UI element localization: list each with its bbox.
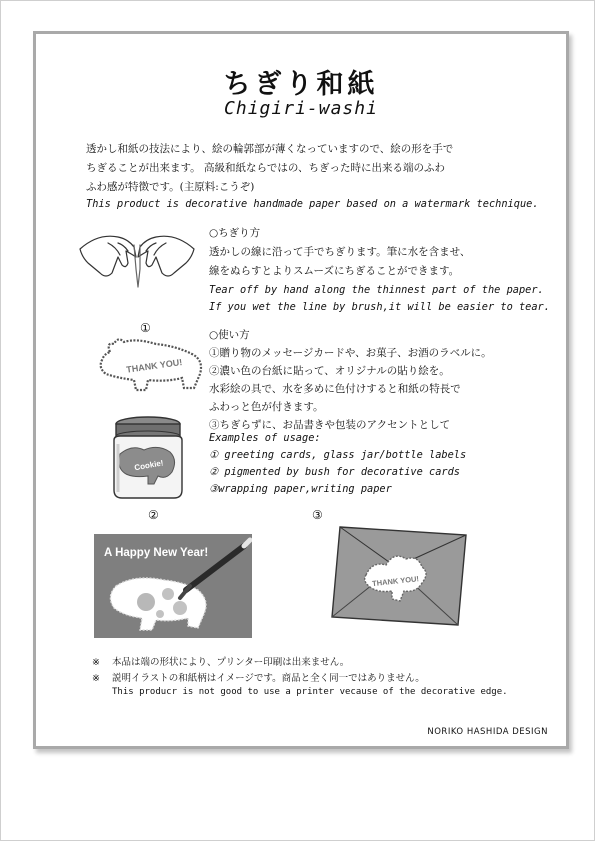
notes-english: This producr is not good to use a printer vecause of the decorative edge. xyxy=(112,687,508,697)
how-to-use-line: ③ちぎらずに、お品書きや包装のアクセントとして xyxy=(209,419,451,431)
wrapped-gift-illustration xyxy=(326,521,472,635)
how-to-use-line: ふわっと色が付きます。 xyxy=(209,401,324,413)
notes xyxy=(92,655,425,687)
thankyou-label: THANK YOU! xyxy=(125,356,183,375)
how-to-use-line: 水彩絵の具で、水を多めに色付けすると和紙の特長で xyxy=(209,383,461,395)
usage-en-line: Examples of usage: xyxy=(209,432,321,444)
how-to-tear-en-line: If you wet the line by brush,it will be easier to tear. xyxy=(209,301,550,313)
card-greeting: A Happy New Year! xyxy=(104,547,209,559)
how-to-use-line: ②濃い色の台紙に貼って、オリジナルの貼り絵を。 xyxy=(209,365,450,377)
usage-en-line: ② pigmented by bush for decorative cards xyxy=(209,466,461,478)
how-to-use-line: ①贈り物のメッセージカードや、お菓子、お酒のラベルに。 xyxy=(209,347,492,359)
hippo-thankyou-illustration xyxy=(96,334,206,396)
marker-2: ② xyxy=(148,508,159,522)
marker-3: ③ xyxy=(312,508,323,522)
new-year-card-illustration xyxy=(94,534,252,638)
designer-credit: NORIKO HASHIDA DESIGN xyxy=(427,727,548,737)
intro-line: 透かし和紙の技法により、絵の輪郭部が薄くなっていますので、絵の形を手で xyxy=(86,143,454,155)
how-to-use xyxy=(209,326,492,434)
cookie-label: Cookie! xyxy=(133,458,165,473)
how-to-tear-english xyxy=(209,282,550,316)
note-row xyxy=(92,671,425,687)
marker-1: ① xyxy=(140,321,151,335)
section-heading: ○ちぎり方 xyxy=(209,227,261,239)
title-english: Chigiri-washi xyxy=(224,98,378,119)
cookie-jar-illustration xyxy=(108,414,188,500)
intro-english: This product is decorative handmade paper based on a watermark technique. xyxy=(86,198,539,210)
usage-en-line: ③wrapping paper,writing paper xyxy=(209,483,392,495)
product-sheet xyxy=(33,31,569,749)
note-mark: ※ xyxy=(92,657,100,668)
note-text: 本品は端の形状により、プリンター印刷は出来ません。 xyxy=(112,657,350,668)
how-to-use-english xyxy=(209,430,466,498)
how-to-tear xyxy=(209,224,470,281)
how-to-tear-line: 透かしの線に沿って手でちぎります。筆に水を含ませ、 xyxy=(209,246,471,258)
how-to-tear-line: 線をぬらすとよりスムーズにちぎることができます。 xyxy=(209,265,460,277)
intro-line: ふわ感が特徴です。(主原料:こうぞ) xyxy=(86,181,255,193)
note-mark: ※ xyxy=(92,673,100,684)
gift-label: THANK YOU! xyxy=(371,574,420,589)
note-text: 説明イラストの和紙柄はイメージです。商品と全く同一ではありません。 xyxy=(112,673,425,684)
note-row xyxy=(92,655,425,671)
hands-tearing-illustration xyxy=(78,229,196,291)
title-japanese: ちぎり和紙 xyxy=(223,69,379,100)
intro-japanese xyxy=(86,140,516,197)
usage-en-line: ① greeting cards, glass jar/bottle labels xyxy=(209,449,467,461)
how-to-tear-en-line: Tear off by hand along the thinnest part of the paper. xyxy=(209,284,544,296)
intro-line: ちぎることが出来ます。 高級和紙ならではの、ちぎった時に出来る端のふわ xyxy=(86,162,445,174)
section-heading: ○使い方 xyxy=(209,329,250,341)
